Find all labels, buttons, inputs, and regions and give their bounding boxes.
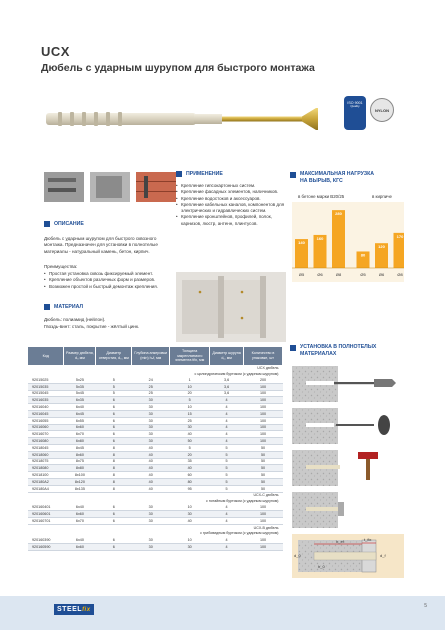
table-cell: 40 (132, 444, 170, 451)
dimension-diagram (292, 534, 404, 578)
table-cell: 30 (170, 424, 210, 431)
column-header: Количество в упаковке, шт (244, 347, 283, 365)
table-cell: 5 (170, 397, 210, 404)
nylon-badge-icon (370, 98, 394, 122)
table-cell: 6x60 (64, 511, 96, 518)
bar-value-label: 160 (316, 235, 324, 241)
table-cell: 100 (244, 410, 283, 417)
table-cell: 25 (132, 390, 170, 397)
bar-category-label: Ø6 (317, 272, 323, 277)
table-header-row (28, 347, 283, 365)
table-row (28, 536, 283, 543)
section-marker-icon (176, 171, 182, 177)
table-cell: 5 (210, 478, 244, 485)
table-cell: 100 (244, 424, 283, 431)
iso-badge-title: ISO 9001 (347, 101, 363, 105)
table-cell: 4 (210, 417, 244, 424)
table-cell: 40 (170, 465, 210, 472)
table-cell: 25 (132, 383, 170, 390)
table-cell: 1 (170, 377, 210, 384)
table-row (28, 451, 283, 458)
table-cell: 4 (210, 504, 244, 511)
table-cell: 6x35 (64, 397, 96, 404)
table-cell: 5 (210, 465, 244, 472)
wall-installation-photo (176, 272, 286, 342)
table-cell: 6x40 (64, 536, 96, 543)
list-item: • Возможен простой и быстрый демонтаж крепления. (44, 284, 174, 290)
table-cell: 50 (244, 472, 283, 479)
table-cell: 25 (170, 417, 210, 424)
list-item: • Простая установка сквозь фиксируемый элемент. (44, 271, 174, 277)
table-cell: 30 (132, 417, 170, 424)
table-cell: 50 (244, 485, 283, 492)
table-cell: 6x40 (64, 404, 96, 411)
table-row (28, 377, 283, 384)
table-cell: 8 (96, 444, 132, 451)
table-cell: 5x35 (64, 383, 96, 390)
table-cell: 92018075 (28, 458, 64, 465)
table-cell: 8 (96, 485, 132, 492)
table-cell: 5 (210, 485, 244, 492)
table-cell: 50 (244, 451, 283, 458)
page-subtitle: Дюбель с ударным шурупом для быстрого монтажа (41, 62, 315, 74)
table-cell: 60 (170, 472, 210, 479)
bar-category-label: Ø6 (378, 272, 385, 277)
bar-category-label: Ø8 (335, 272, 342, 277)
section-marker-icon (44, 304, 50, 310)
table-cell: 80 (170, 478, 210, 485)
table-cell: 6 (96, 417, 132, 424)
table-cell: 4 (210, 431, 244, 438)
specification-table (28, 347, 283, 551)
table-cell: 40 (132, 451, 170, 458)
table-cell: 40 (132, 472, 170, 479)
table-cell: 920160701 (28, 518, 64, 525)
table-cell: 100 (244, 511, 283, 518)
table-cell: 6x40 (64, 504, 96, 511)
table-cell: 3,6 (210, 390, 244, 397)
list-item: • Крепление фасадных элементов, наличников. (176, 189, 286, 195)
nylon-badge-label: NYLON (375, 108, 389, 113)
table-cell: 920160401 (28, 504, 64, 511)
description-text: Дюбель с ударным шурупом для быстрого сквозного монтажа. Предназначен для установки в полнотелые материалы - натуральный камень, бетон, кирпич. (44, 236, 158, 254)
table-cell: 92016045 (28, 410, 64, 417)
table-row (28, 390, 283, 397)
table-cell: 6 (96, 410, 132, 417)
application-heading-label: ПРИМЕНЕНИЕ (186, 171, 223, 177)
table-group-title: UCX-C дюбель (253, 493, 279, 498)
column-header: Диаметр отверстия, d₀, мм (96, 347, 132, 365)
table-cell: 50 (244, 465, 283, 472)
table-cell: 10 (170, 536, 210, 543)
table-cell: 920160601 (28, 511, 64, 518)
table-cell: 6x70 (64, 431, 96, 438)
table-row (28, 438, 283, 445)
material-line-1: Дюбель: полиамид (нейлон). (44, 317, 106, 322)
table-cell: 100 (244, 404, 283, 411)
table-cell: 4 (210, 543, 244, 550)
table-cell: 30 (132, 511, 170, 518)
table-cell: 92015045 (28, 390, 64, 397)
table-cell: 920180A4 (28, 485, 64, 492)
description-heading-label: ОПИСАНИЕ (54, 221, 84, 227)
table-cell: 4 (210, 511, 244, 518)
table-row (28, 404, 283, 411)
table-cell: 3,6 (210, 377, 244, 384)
table-cell: 95 (170, 485, 210, 492)
table-row (28, 383, 283, 390)
table-cell: 92018100 (28, 472, 64, 479)
table-cell: 10 (170, 383, 210, 390)
load-heading-line-2: НА ВЫРЫВ, КГС (300, 177, 343, 184)
table-cell: 40 (132, 458, 170, 465)
table-cell: 92016035 (28, 397, 64, 404)
table-cell: 50 (244, 478, 283, 485)
load-concrete-label: в бетоне марки В20/25 (298, 194, 345, 199)
table-group-subtitle: с грибовидным буртиком (с ударным шурупом) (200, 531, 279, 536)
section-marker-icon (290, 172, 296, 178)
table-cell: 5 (170, 444, 210, 451)
table-cell: 6 (96, 431, 132, 438)
table-group-title: UCX-B дюбель (253, 525, 279, 530)
material-heading-label: МАТЕРИАЛ (54, 304, 84, 310)
table-cell: 100 (244, 397, 283, 404)
table-cell: 92016055 (28, 417, 64, 424)
table-cell: 30 (132, 438, 170, 445)
table-cell: 3,6 (210, 383, 244, 390)
table-row (28, 478, 283, 485)
brand-main: STEEL (57, 606, 83, 613)
dimension-label-df: d_f (380, 553, 386, 558)
table-group-title: UCX дюбель (257, 365, 279, 370)
table-cell: 30 (132, 404, 170, 411)
table-cell: 92016070 (28, 431, 64, 438)
application-heading (176, 171, 223, 177)
column-header: Толщина закрепляемого элемента tfix, мм (170, 347, 210, 365)
table-cell: 30 (170, 543, 210, 550)
table-cell: 40 (132, 478, 170, 485)
column-header: Размер дюбеля, d₀ мм (64, 347, 96, 365)
description-heading (44, 221, 84, 227)
dimension-label-d0: d_0 (294, 553, 301, 558)
table-cell: 8x135 (64, 485, 96, 492)
table-cell: 30 (132, 518, 170, 525)
bar-category-label: Ø5 (360, 272, 366, 277)
table-row (28, 518, 283, 525)
table-cell: 6 (96, 504, 132, 511)
table-cell: 6 (96, 424, 132, 431)
application-photos (44, 172, 176, 202)
table-cell: 4 (210, 410, 244, 417)
bar-value-label: 170 (396, 233, 404, 239)
bar-category-label: Ø5 (298, 272, 305, 277)
load-brick-label: в кирпиче (372, 194, 392, 199)
table-cell: 6x70 (64, 518, 96, 525)
table-cell: 6x45 (64, 410, 96, 417)
brand-accent: fix (82, 607, 91, 613)
table-cell: 100 (244, 390, 283, 397)
table-cell: 8x80 (64, 465, 96, 472)
table-cell: 5x25 (64, 377, 96, 384)
table-cell: 8x45 (64, 444, 96, 451)
load-heading-line-1: МАКСИМАЛЬНАЯ НАГРУЗКА (300, 171, 375, 177)
table-cell: 4 (210, 536, 244, 543)
table-cell: 8 (96, 451, 132, 458)
table-cell: 200 (244, 377, 283, 384)
table-cell: 92015025 (28, 377, 64, 384)
table-cell: 6 (96, 536, 132, 543)
table-cell: 8x60 (64, 451, 96, 458)
dimension-label-tfix: t_fix (364, 537, 372, 542)
table-cell: 92016080 (28, 438, 64, 445)
table-cell: 24 (132, 377, 170, 384)
table-cell: 100 (244, 417, 283, 424)
page-number: 5 (424, 603, 427, 609)
table-cell: 8 (96, 458, 132, 465)
table-cell: 5x45 (64, 390, 96, 397)
table-cell: 92018060 (28, 451, 64, 458)
table-cell: 100 (244, 518, 283, 525)
table-row (28, 424, 283, 431)
table-cell: 8 (96, 478, 132, 485)
table-cell: 6 (96, 397, 132, 404)
table-row (28, 444, 283, 451)
table-cell: 5 (210, 458, 244, 465)
table-row (28, 431, 283, 438)
table-cell: 4 (210, 518, 244, 525)
bar-value-label: 280 (335, 211, 342, 217)
table-cell: 100 (244, 543, 283, 550)
dimension-label-h0: h_0 (318, 564, 325, 569)
list-item: • Крепление объектов различных форм и размеров. (44, 277, 174, 283)
table-row (28, 417, 283, 424)
bar-value-label: 120 (378, 244, 385, 250)
bar-category-label: Ø8 (397, 272, 403, 277)
table-cell: 6x55 (64, 417, 96, 424)
table-cell: 50 (244, 458, 283, 465)
table-cell: 4 (210, 404, 244, 411)
advantages-list (44, 271, 174, 290)
list-item: • Крепление водостоков и аксессуаров. (176, 196, 286, 202)
table-cell: 8 (96, 472, 132, 479)
table-row (28, 465, 283, 472)
table-row (28, 458, 283, 465)
table-row (28, 397, 283, 404)
table-row (28, 410, 283, 417)
table-cell: 40 (132, 485, 170, 492)
table-row (28, 511, 283, 518)
table-cell: 10 (170, 404, 210, 411)
table-cell: 92016040 (28, 404, 64, 411)
table-cell: 6 (96, 518, 132, 525)
table-row (28, 472, 283, 479)
table-cell: 100 (244, 536, 283, 543)
load-bar-chart (292, 202, 404, 286)
table-cell: 30 (132, 536, 170, 543)
table-row (28, 543, 283, 550)
material-heading (44, 304, 83, 310)
table-cell: 20 (170, 390, 210, 397)
step-4-installed-icon (292, 492, 344, 528)
table-row (28, 504, 283, 511)
table-cell: 5 (210, 472, 244, 479)
advantages-label: Преимущества: (44, 264, 78, 269)
table-group-subtitle: с потайным буртиком (с ударным шурупом) (205, 499, 279, 504)
table-cell: 5 (96, 390, 132, 397)
section-marker-icon (44, 221, 50, 227)
list-item: • Крепление гипсокартонных систем. (176, 183, 286, 189)
table-cell: 92018045 (28, 444, 64, 451)
page-title: UCX (41, 44, 70, 59)
table-cell: 5 (96, 383, 132, 390)
iso-badge-icon (344, 96, 366, 130)
chart-background (292, 202, 404, 282)
bar-value-label: 80 (360, 252, 366, 258)
table-cell: 6x60 (64, 543, 96, 550)
table-cell: 6x60 (64, 424, 96, 431)
bar-value-label: 140 (298, 240, 305, 246)
dimension-label-hef: h_ef (336, 539, 344, 544)
table-cell: 5 (210, 451, 244, 458)
table-cell: 30 (132, 410, 170, 417)
table-cell: 100 (244, 504, 283, 511)
table-group-subtitle: с цилиндрическим буртиком (с ударным шурупом) (194, 371, 279, 376)
table-cell: 40 (170, 431, 210, 438)
table-cell: 50 (170, 438, 210, 445)
table-cell: 100 (244, 431, 283, 438)
table-cell: 30 (132, 543, 170, 550)
table-cell: 4 (210, 438, 244, 445)
table-cell: 40 (170, 518, 210, 525)
installation-heading-line-2: МАТЕРИАЛАХ (300, 350, 337, 357)
material-line-2: Гвоздь-винт: сталь, покрытие - жёлтый цинк. (44, 324, 140, 329)
installation-steps-diagram (292, 364, 404, 584)
installation-heading (290, 344, 376, 357)
step-2-clean-icon (292, 408, 390, 444)
section-marker-icon (290, 345, 296, 351)
table-cell: 4 (210, 424, 244, 431)
column-header: Глубина анкеровки (min) hₑf, мм (132, 347, 170, 365)
table-cell: 30 (132, 504, 170, 511)
list-item: • Крепление кронштейнов, профилей, полок, карнизов, люстр, антенн, плинтусов. (176, 214, 286, 227)
table-cell: 10 (170, 504, 210, 511)
table-cell: 100 (244, 438, 283, 445)
load-heading (290, 171, 374, 184)
table-cell: 30 (132, 431, 170, 438)
table-cell: 50 (244, 444, 283, 451)
table-cell: 8x75 (64, 458, 96, 465)
iso-badge-sub: Quality (350, 104, 360, 109)
table-cell: 5 (96, 377, 132, 384)
table-cell: 8x100 (64, 472, 96, 479)
table-cell: 6x80 (64, 438, 96, 445)
installation-heading-line-1: УСТАНОВКА В ПОЛНОТЕЛЫХ (300, 344, 377, 350)
table-cell: 92015035 (28, 383, 64, 390)
table-cell: 15 (170, 410, 210, 417)
table-cell: 920180A2 (28, 478, 64, 485)
table-cell: 20 (170, 451, 210, 458)
table-cell: 30 (132, 424, 170, 431)
column-header: Код (28, 347, 64, 365)
list-item: • Крепление кабельных каналов, компонентов для электрических и гидравлических систем. (176, 202, 286, 215)
table-cell: 920160590 (28, 543, 64, 550)
table-cell: 6 (96, 438, 132, 445)
dowel-illustration (44, 104, 324, 134)
application-list (176, 183, 286, 227)
column-header: Диаметр шурупа d₁, мм (210, 347, 244, 365)
table-cell: 30 (132, 397, 170, 404)
table-cell: 35 (170, 458, 210, 465)
table-cell: 4 (210, 397, 244, 404)
table-cell: 5 (210, 444, 244, 451)
table-cell: 8x120 (64, 478, 96, 485)
table-cell: 30 (170, 511, 210, 518)
table-row (28, 485, 283, 492)
brand-logo (54, 604, 94, 615)
table-cell: 920160390 (28, 536, 64, 543)
step-1-drill-icon (292, 366, 396, 402)
table-cell: 92018080 (28, 465, 64, 472)
load-bar (332, 210, 345, 268)
table-cell: 6 (96, 511, 132, 518)
table-cell: 6 (96, 543, 132, 550)
table-cell: 40 (132, 465, 170, 472)
table-cell: 8 (96, 465, 132, 472)
table-cell: 6 (96, 404, 132, 411)
table-cell: 92016060 (28, 424, 64, 431)
table-cell: 100 (244, 383, 283, 390)
step-3-hammer-icon (292, 450, 378, 486)
